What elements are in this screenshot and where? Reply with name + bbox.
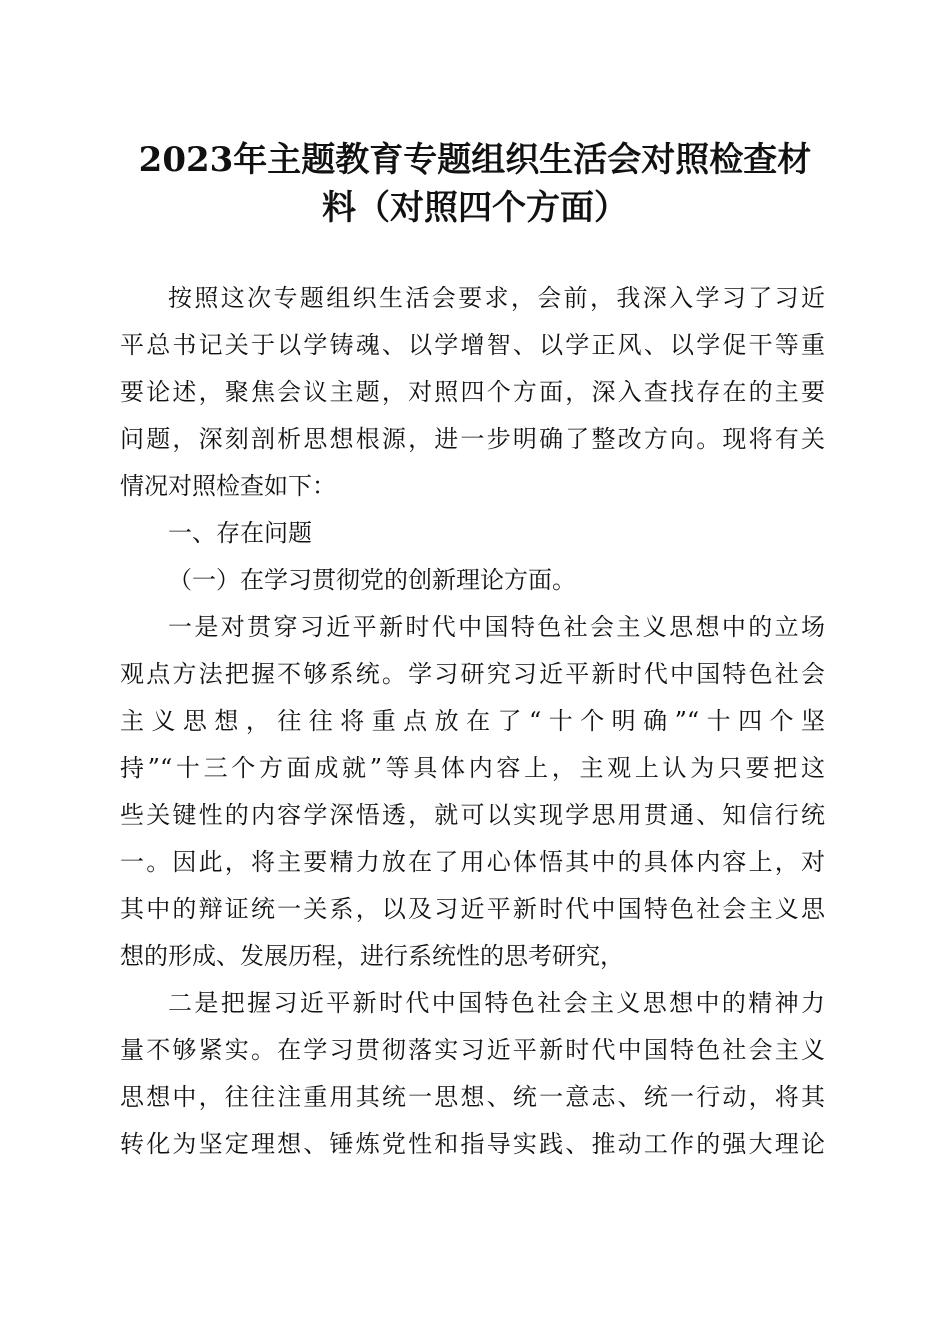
intro-line: 情况对照检查如下： xyxy=(120,472,336,500)
point-1-line: 主义思想，往往将重点放在了“十个明确”“十四个坚 xyxy=(120,707,825,735)
document-title xyxy=(120,136,830,232)
point-1-line: 一是对贯穿习近平新时代中国特色社会主义思想中的立场 xyxy=(168,613,825,641)
subsection-heading: （一）在学习贯彻党的创新理论方面。 xyxy=(168,566,576,594)
intro-line: 平总书记关于以学铸魂、以学增智、以学正风、以学促干等重 xyxy=(120,331,825,359)
point-2-line: 转化为坚定理想、锤炼党性和指导实践、推动工作的强大理论 xyxy=(120,1130,825,1158)
point-2-line: 思想中，往往注重用其统一思想、统一意志、统一行动，将其 xyxy=(120,1083,825,1111)
point-2-line: 量不够紧实。在学习贯彻落实习近平新时代中国特色社会主义 xyxy=(120,1036,825,1064)
intro-line: 问题，深刻剖析思想根源，进一步明确了整改方向。现将有关 xyxy=(120,425,825,453)
point-1-line: 持”“十三个方面成就”等具体内容上，主观上认为只要把这 xyxy=(120,754,825,782)
title-line-2: 料（对照四个方面） xyxy=(322,188,628,228)
section-heading: 一、存在问题 xyxy=(168,519,312,547)
intro-paragraph xyxy=(120,275,825,510)
point-1-paragraph xyxy=(120,604,825,980)
title-line-1: 2023年主题教育专题组织生活会对照检查材 xyxy=(138,140,812,180)
point-1-line: 观点方法把握不够系统。学习研究习近平新时代中国特色社会 xyxy=(120,660,825,688)
document-body xyxy=(120,275,825,1168)
point-1-line: 些关键性的内容学深悟透，就可以实现学思用贯通、知信行统 xyxy=(120,801,825,829)
point-2-line: 二是把握习近平新时代中国特色社会主义思想中的精神力 xyxy=(168,989,825,1017)
point-2-paragraph xyxy=(120,980,825,1168)
point-1-line: 其中的辩证统一关系，以及习近平新时代中国特色社会主义思 xyxy=(120,895,825,923)
point-1-line: 想的形成、发展历程，进行系统性的思考研究， xyxy=(120,942,624,970)
point-1-line: 一。因此，将主要精力放在了用心体悟其中的具体内容上，对 xyxy=(120,848,825,876)
intro-line: 按照这次专题组织生活会要求，会前，我深入学习了习近 xyxy=(168,284,825,312)
intro-line: 要论述，聚焦会议主题，对照四个方面，深入查找存在的主要 xyxy=(120,378,825,406)
